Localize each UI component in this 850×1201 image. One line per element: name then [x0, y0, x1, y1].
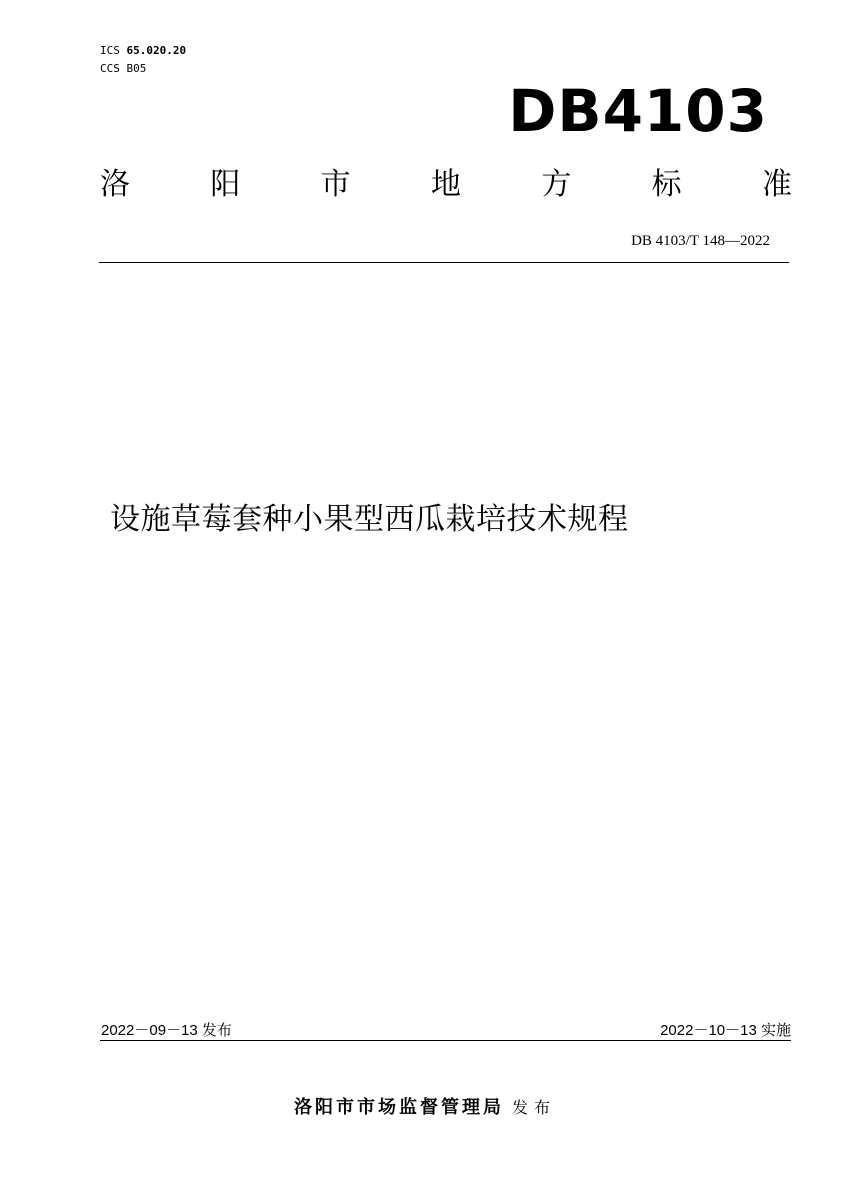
- ics-classification: [100, 44, 186, 58]
- standard-type-char: 地: [430, 167, 461, 202]
- standard-type-char: 洛: [100, 167, 130, 202]
- issuer-name: 洛阳市市场监督管理局: [293, 1097, 504, 1118]
- standard-type-char: 阳: [210, 167, 241, 202]
- ccs-code: B05: [126, 62, 147, 75]
- document-title: 设施草莓套种小果型西瓜栽培技术规程: [110, 502, 629, 537]
- implement-date: 2022－10－13 实施: [660, 1022, 791, 1039]
- footer-divider: [100, 1040, 791, 1041]
- standard-type-char: 准: [761, 167, 792, 202]
- standard-type-heading: [100, 162, 792, 208]
- standard-type-char: 标: [651, 167, 682, 202]
- ccs-classification: [100, 62, 146, 76]
- issue-word: 发布: [511, 1098, 556, 1117]
- issuer-line: [0, 1096, 850, 1120]
- standard-type-char: 方: [541, 167, 572, 202]
- publish-date: 2022－09－13 发布: [101, 1022, 232, 1039]
- ics-label: ICS: [100, 44, 120, 57]
- db-code-heading: DB4103: [508, 77, 768, 145]
- ics-code: 65.020.20: [126, 44, 187, 57]
- ccs-label: CCS: [100, 62, 120, 75]
- standard-type-char: 市: [320, 167, 351, 202]
- standard-number: DB 4103/T 148—2022: [631, 233, 770, 249]
- header-divider: [99, 262, 789, 263]
